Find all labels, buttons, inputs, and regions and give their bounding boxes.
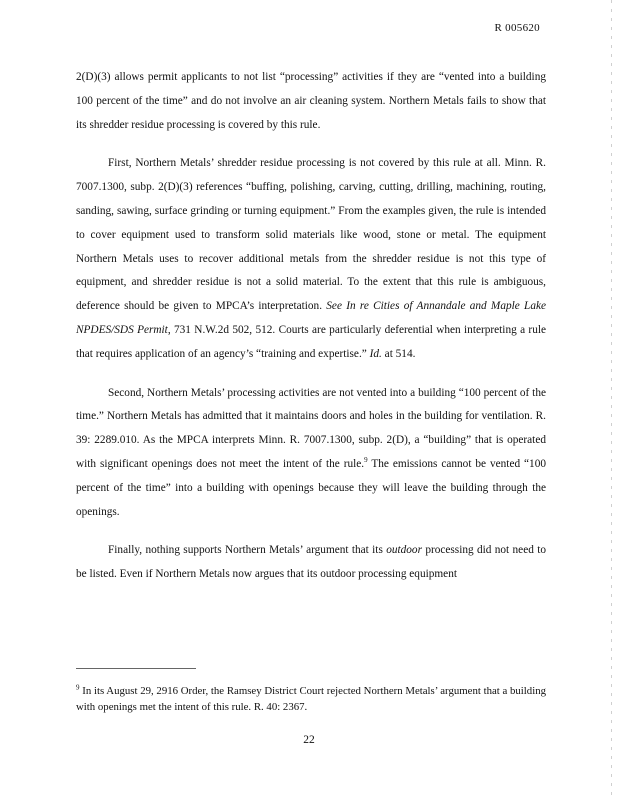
paragraph-continuation (76, 66, 546, 137)
footnote-divider (76, 668, 196, 669)
footnote-ref: 9 (364, 456, 368, 465)
citation-italic: See In re Cities of Annandale and Maple Lake NPDES/SDS Permit (76, 300, 546, 336)
text-run: , 731 N.W.2d 502, 512. Courts are particularly deferential when interpreting a rule that requires application of an agency’s “training and expertise.” (76, 323, 546, 360)
text-run: 2(D)(3) allows permit applicants to not list “processing” activities if they are “vented into a building 100 percent of the time” and do not involve an air cleaning system. Northern Metals fails to show that its shredder residue processing is covered by this rule. (76, 71, 546, 131)
bates-number: R 005620 (494, 22, 540, 34)
scan-edge-artifact (611, 0, 612, 800)
paragraph-first (76, 152, 546, 366)
page-number: 22 (303, 734, 315, 746)
citation-italic: Id. (369, 347, 382, 360)
text-run: processing did not need to be listed. Even if Northern Metals now argues that its outdoor processing equipment (76, 544, 546, 581)
paragraph-finally (76, 539, 546, 587)
text-run: at 514. (381, 347, 416, 360)
footnote-text: In its August 29, 2916 Order, the Ramsey District Court rejected Northern Metals’ argument that a building with openings met the intent of this rule. R. 40: 2367. (76, 685, 546, 713)
citation-italic: outdoor (386, 544, 422, 557)
body-text (76, 66, 546, 587)
text-run: Finally, nothing supports Northern Metals’ argument that its (108, 544, 387, 557)
footnote-marker: 9 (76, 683, 80, 692)
footnote-9 (76, 684, 546, 715)
text-run: First, Northern Metals’ shredder residue processing is not covered by this rule at all. Minn. R. 7007.1300, subp. 2(D)(3) references “buffing, polishing, carving, cutting, drilling, machining, routing, sanding, sawing, surface grinding or turning equipment.” From the examples given, the rule is intended to cover equipment used to transform solid materials like wood, stone or metal. The equipment Northern Metals uses to recover additional metals from the shredder residue is not this type of equipment, and shredder residue is not a solid material. To the extent that this rule is ambiguous, deference should be given to MPCA’s interpretation. (76, 157, 546, 313)
text-run: Second, Northern Metals’ processing activities are not vented into a building “100 percent of the time.” Northern Metals has admitted that it maintains doors and holes in the building for ventilation. R. 39: 2289.010. As the MPCA interprets Minn. R. 7007.1300, subp. 2(D), a “building” that is operated with significant openings does not meet the intent of the rule. (76, 386, 546, 470)
paragraph-second (76, 382, 546, 525)
text-run: The emissions cannot be vented “100 percent of the time” into a building with openings because they will leave the building through the openings. (76, 457, 546, 518)
